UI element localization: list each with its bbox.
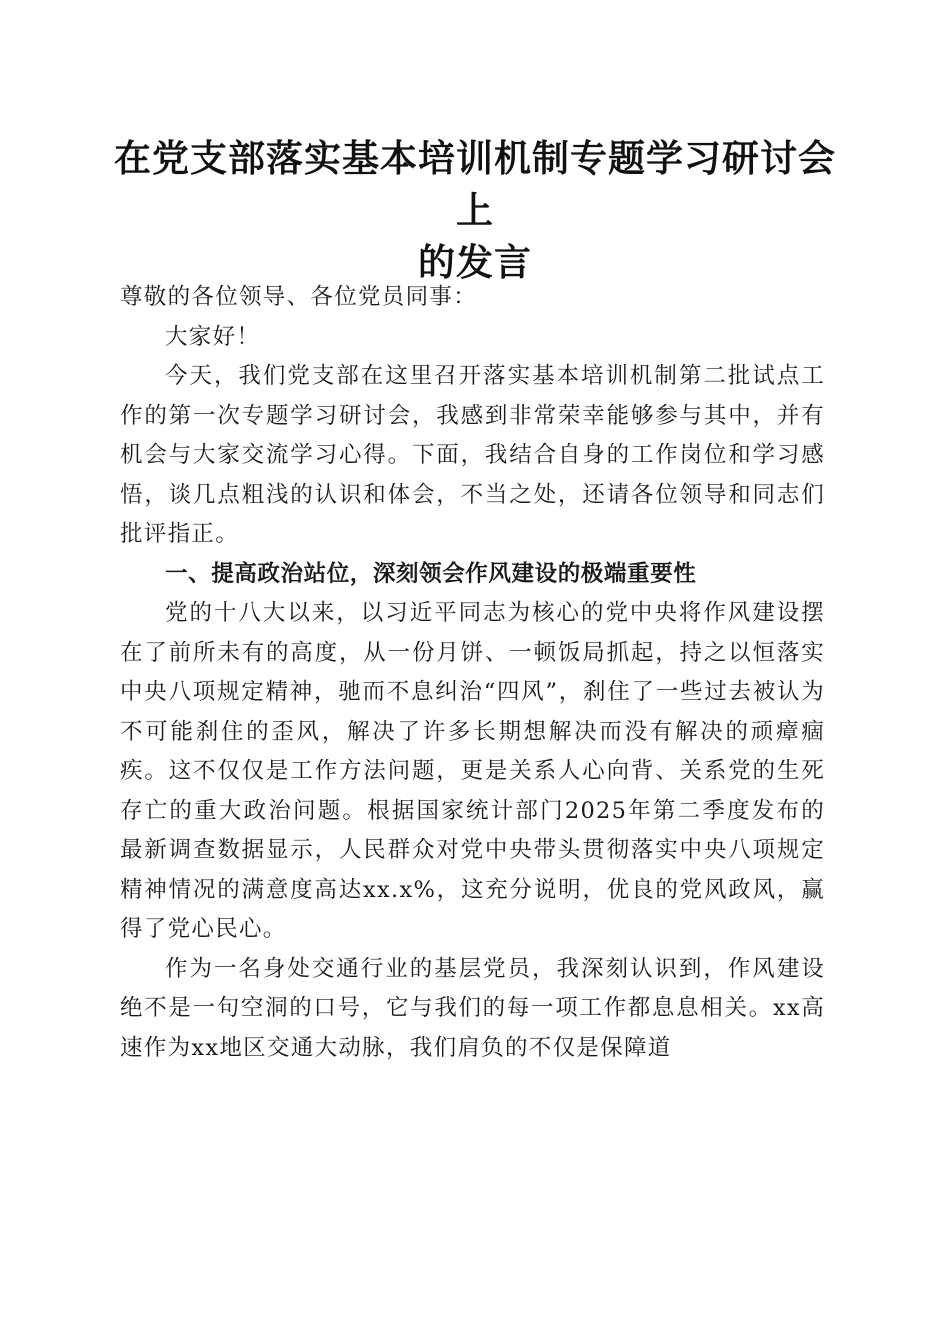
document-title <box>100 132 850 288</box>
document-body <box>120 278 825 1068</box>
title-line-2: 的发言 <box>418 240 532 284</box>
intro-paragraph: 今天，我们党支部在这里召开落实基本培训机制第二批试点工作的第一次专题学习研讨会，我感到非常荣幸能够参与其中，并有机会与大家交流学习心得。下面，我结合自身的工作岗位和学习感悟，谈几点粗浅的认识和体会，不当之处，还请各位领导和同志们批评指正。 <box>120 363 825 547</box>
salutation: 尊敬的各位领导、各位党员同事： <box>120 284 478 310</box>
section-1-heading: 一、提高政治站位，深刻领会作风建设的极端重要性 <box>165 560 697 587</box>
title-line-1: 在党支部落实基本培训机制专题学习研讨会上 <box>114 136 836 232</box>
section-1-paragraph-1: 党的十八大以来，以习近平同志为核心的党中央将作风建设摆在了前所未有的高度，从一份月饼、一顿饭局抓起，持之以恒落实中央八项规定精神，驰而不息纠治“四风”，刹住了一些过去被认为不可能刹住的歪风，解决了许多长期想解决而没有解决的顽瘴痼疾。这不仅仅是工作方法问题，更是关系人心向背、关系党的生死存亡的重大政治问题。根据国家统计部门2025年第二季度发布的最新调查数据显示，人民群众对党中央带头贯彻落实中央八项规定精神情况的满意度高达xx.x%，这充分说明，优良的党风政风，赢得了党心民心。 <box>120 600 825 942</box>
greeting: 大家好！ <box>165 323 261 350</box>
section-1-paragraph-2: 作为一名身处交通行业的基层党员，我深刻认识到，作风建设绝不是一句空洞的口号，它与我们的每一项工作都息息相关。xx高速作为xx地区交通大动脉，我们肩负的不仅是保障道 <box>120 955 825 1061</box>
